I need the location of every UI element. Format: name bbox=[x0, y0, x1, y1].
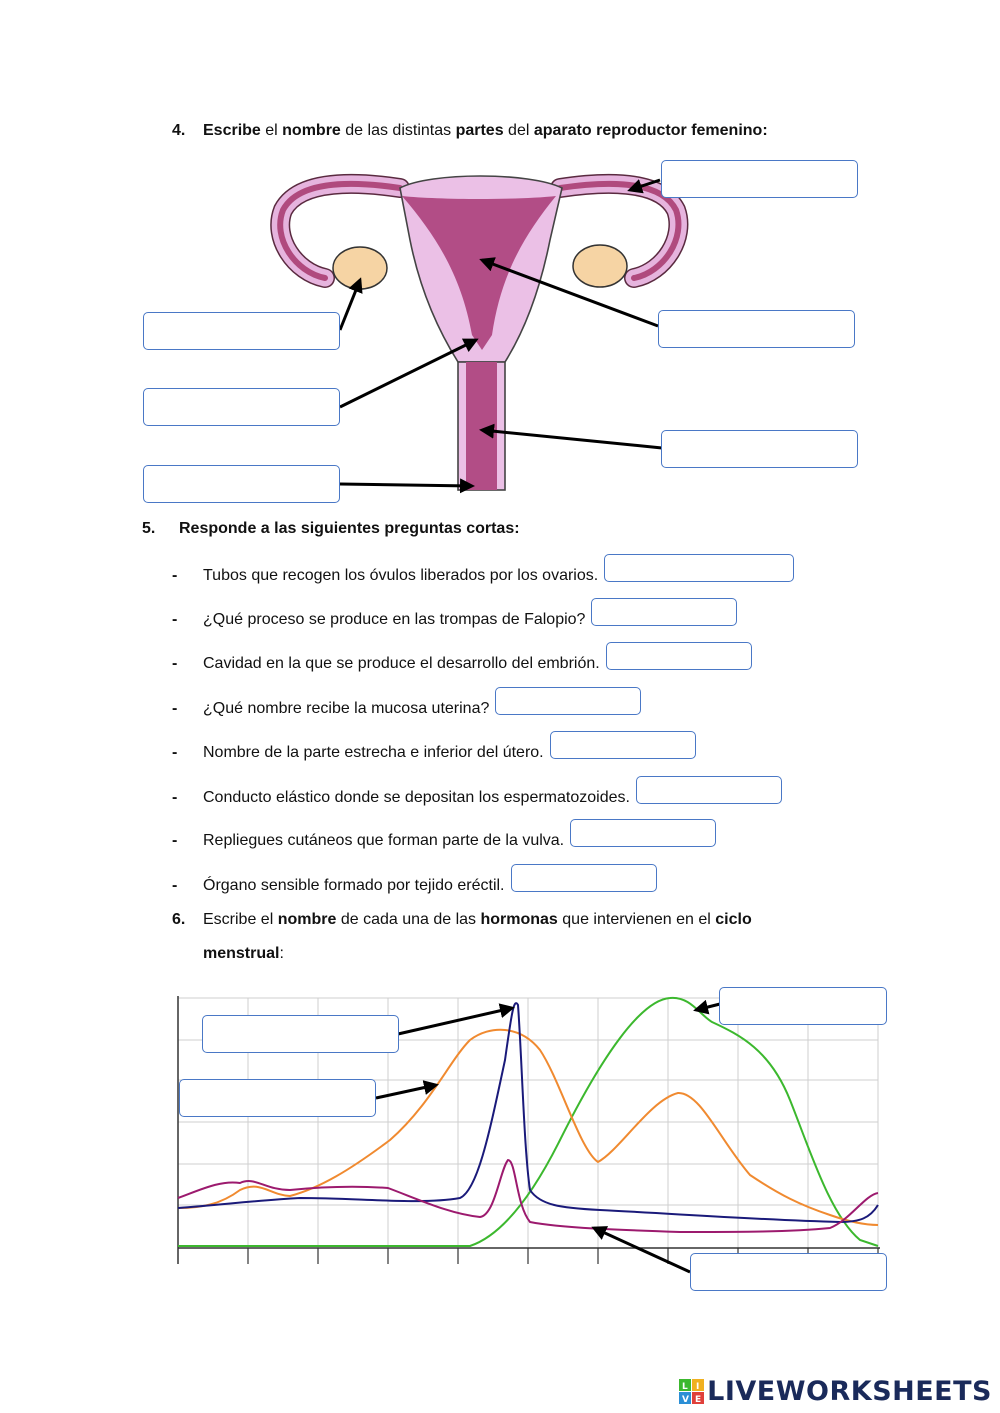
q5-number: 5. bbox=[142, 520, 156, 537]
list-dash: - bbox=[172, 655, 178, 672]
q5-question-text: Tubos que recogen los óvulos liberados por los ovarios. bbox=[203, 567, 599, 584]
title-segment: nombre bbox=[282, 122, 341, 139]
title-segment: ciclo bbox=[715, 911, 752, 928]
q5-question-text: ¿Qué nombre recibe la mucosa uterina? bbox=[203, 700, 490, 717]
answer-box-hormone-lh[interactable] bbox=[202, 1015, 399, 1053]
q5-question-text: Órgano sensible formado por tejido eréctil. bbox=[203, 877, 505, 894]
title-segment: nombre bbox=[277, 911, 337, 928]
svg-text:V: V bbox=[682, 1394, 690, 1405]
title-segment: del bbox=[503, 122, 534, 139]
title-segment: aparato reproductor femenino: bbox=[533, 122, 768, 139]
title-segment: Escribe el bbox=[203, 911, 278, 928]
list-dash: - bbox=[172, 611, 178, 628]
q5-question-text: Conducto elástico donde se depositan los espermatozoides. bbox=[203, 789, 630, 806]
liveworksheets-logo-text: LIVEWORKSHEETS bbox=[707, 1376, 992, 1407]
list-dash: - bbox=[172, 789, 178, 806]
title-segment: de las distintas bbox=[340, 122, 456, 139]
title-segment: : bbox=[279, 945, 284, 962]
q5-question-text: Cavidad en la que se produce el desarrollo del embrión. bbox=[203, 655, 600, 672]
q5-question-text: Repliegues cutáneos que forman parte de la vulva. bbox=[203, 832, 565, 849]
answer-box-hormone-progesterone[interactable] bbox=[719, 987, 887, 1025]
answer-box-hormone-fsh[interactable] bbox=[690, 1253, 887, 1291]
title-segment: menstrual bbox=[203, 945, 280, 962]
list-dash: - bbox=[172, 700, 178, 717]
list-dash: - bbox=[172, 744, 178, 761]
liveworksheets-badge-icon bbox=[679, 1379, 705, 1405]
list-dash: - bbox=[172, 567, 178, 584]
title-segment: partes bbox=[455, 122, 504, 139]
list-dash: - bbox=[172, 832, 178, 849]
title-segment: Escribe bbox=[203, 122, 261, 139]
q5-question-text: Nombre de la parte estrecha e inferior del útero. bbox=[203, 744, 544, 761]
list-dash: - bbox=[172, 877, 178, 894]
svg-text:L: L bbox=[682, 1381, 688, 1392]
title-segment: de cada una de las bbox=[336, 911, 481, 928]
title-segment: que intervienen en el bbox=[557, 911, 716, 928]
title-segment: hormonas bbox=[480, 911, 558, 928]
q5-title: Responde a las siguientes preguntas cortas: bbox=[179, 520, 520, 537]
title-segment: el bbox=[260, 122, 283, 139]
liveworksheets-logo bbox=[679, 1376, 992, 1407]
svg-text:I: I bbox=[696, 1381, 700, 1392]
q6-number: 6. bbox=[172, 911, 186, 928]
q4-number: 4. bbox=[172, 122, 186, 139]
q5-question-text: ¿Qué proceso se produce en las trompas de Falopio? bbox=[203, 611, 586, 628]
answer-box-hormone-estrogen[interactable] bbox=[179, 1079, 376, 1117]
svg-text:E: E bbox=[695, 1394, 702, 1405]
